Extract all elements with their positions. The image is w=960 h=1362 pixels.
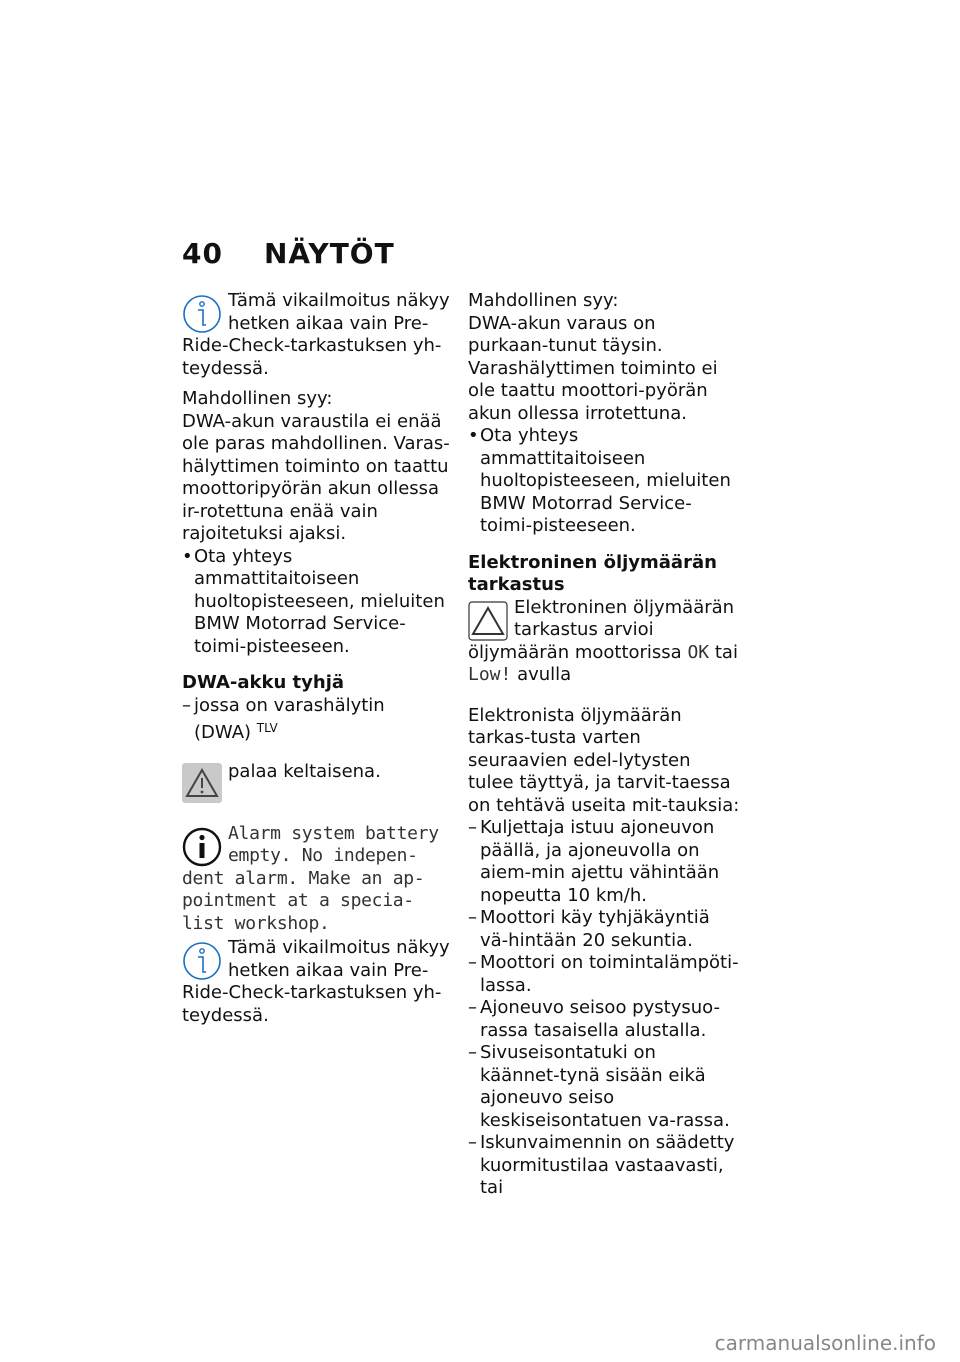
list-item: – Sivuseisontatuki on käännet-tynä sisään eikä ajoneuvo seiso keskiseisontatuen va-rassa. <box>468 1042 730 1131</box>
cause-label: Mahdollinen syy: <box>182 388 333 409</box>
list-item: – Kuljettaja istuu ajoneuvon päällä, ja ajoneuvolla on aiem-min ajettu vähintään nopeutta 10 km/h. <box>468 817 720 906</box>
display-message: Alarm system battery empty. No indepen-dent alarm. Make an ap-pointment at a specia-list workshop. <box>182 822 439 934</box>
info-note-mono <box>182 803 450 936</box>
bullet-icon: • <box>182 545 193 567</box>
dash-text-a: jossa on varashälytin <box>194 694 385 716</box>
bullet-item <box>182 546 450 659</box>
warning-triangle-icon <box>468 601 508 641</box>
warning-text: palaa keltaisena. <box>228 760 381 782</box>
conditions-list <box>468 817 740 1200</box>
tlv-superscript: TLV <box>256 721 278 735</box>
info-icon <box>182 941 222 981</box>
oil-warning-text: Elektroninen öljymäärän tarkastus arvioi öljymäärän moottorissa OK tai Low! avulla <box>468 596 738 685</box>
info-note-2 <box>182 935 450 1027</box>
bullet-text: Ota yhteys ammattitaitoiseen huoltopisteeseen, mieluiten BMW Motorrad Service-toimi-pisteeseen. <box>194 545 445 657</box>
info-text-1: Tämä vikailmoitus näkyy hetken aikaa vain Pre-Ride-Check-tarkastuksen yh-teydessä. <box>182 290 450 379</box>
low-label: Low! <box>468 664 512 685</box>
oil-warning-row <box>468 597 740 687</box>
bullet-icon: • <box>468 425 479 446</box>
dash-item: – jossa on varashälytin (DWA) $^{TLV}$ <box>182 694 385 743</box>
page-header <box>182 237 395 270</box>
info-text-2: Tämä vikailmoitus näkyy hetken aikaa vain Pre-Ride-Check-tarkastuksen yh-teydessä. <box>182 937 450 1026</box>
page-title: NÄYTÖT <box>264 237 395 270</box>
bullet-text: Ota yhteys ammattitaitoiseen huoltopisteeseen, mieluiten BMW Motorrad Service-toimi-pisteeseen. <box>480 425 731 536</box>
cause-label: Mahdollinen syy: <box>468 290 619 311</box>
right-column <box>468 290 740 1200</box>
cause-text: DWA-akun varaus on purkaan-tunut täysin. Varashälyttimen toiminto ei ole taattu moottori-pyörän akun ollessa irrotettuna. <box>468 312 718 424</box>
list-item: – Ajoneuvo seisoo pystysuo-rassa tasaisella alustalla. <box>468 997 720 1041</box>
info-icon <box>182 294 222 334</box>
info-note-1 <box>182 290 450 380</box>
section-heading-dwa: DWA-akku tyhjä <box>182 672 345 693</box>
list-item: – Moottori käy tyhjäkäyntiä vä-hintään 20 sekuntia. <box>468 907 710 951</box>
warning-triangle-icon <box>182 763 222 803</box>
page-number: 40 <box>182 237 223 270</box>
list-item: – Moottori on toimintalämpöti-lassa. <box>468 952 739 996</box>
warning-row <box>182 759 450 784</box>
watermark: carmanualsonline.info <box>714 1330 936 1355</box>
ok-label: OK <box>687 641 710 663</box>
dash-text-b: (DWA) <box>194 722 252 743</box>
info-icon <box>182 827 222 867</box>
bullet-item <box>468 425 740 538</box>
oil-intro: Elektronista öljymäärän tarkas-tusta varten seuraavien edel-lytysten tulee täyttyä, ja tarvit-taessa on tehtävä useita mit-tauksia: <box>468 704 740 816</box>
section-heading-oil: Elektroninen öljymäärän tarkastus <box>468 551 717 595</box>
left-column <box>182 290 450 1027</box>
list-item: – Iskunvaimennin on säädetty kuormitustilaa vastaavasti, tai <box>468 1132 735 1198</box>
cause-text: DWA-akun varaustila ei enää ole paras mahdollinen. Varas-hälyttimen toiminto on taattu moottoripyörän akun ollessa ir-rotettuna enää vain rajoitetuksi ajaksi. <box>182 410 450 544</box>
